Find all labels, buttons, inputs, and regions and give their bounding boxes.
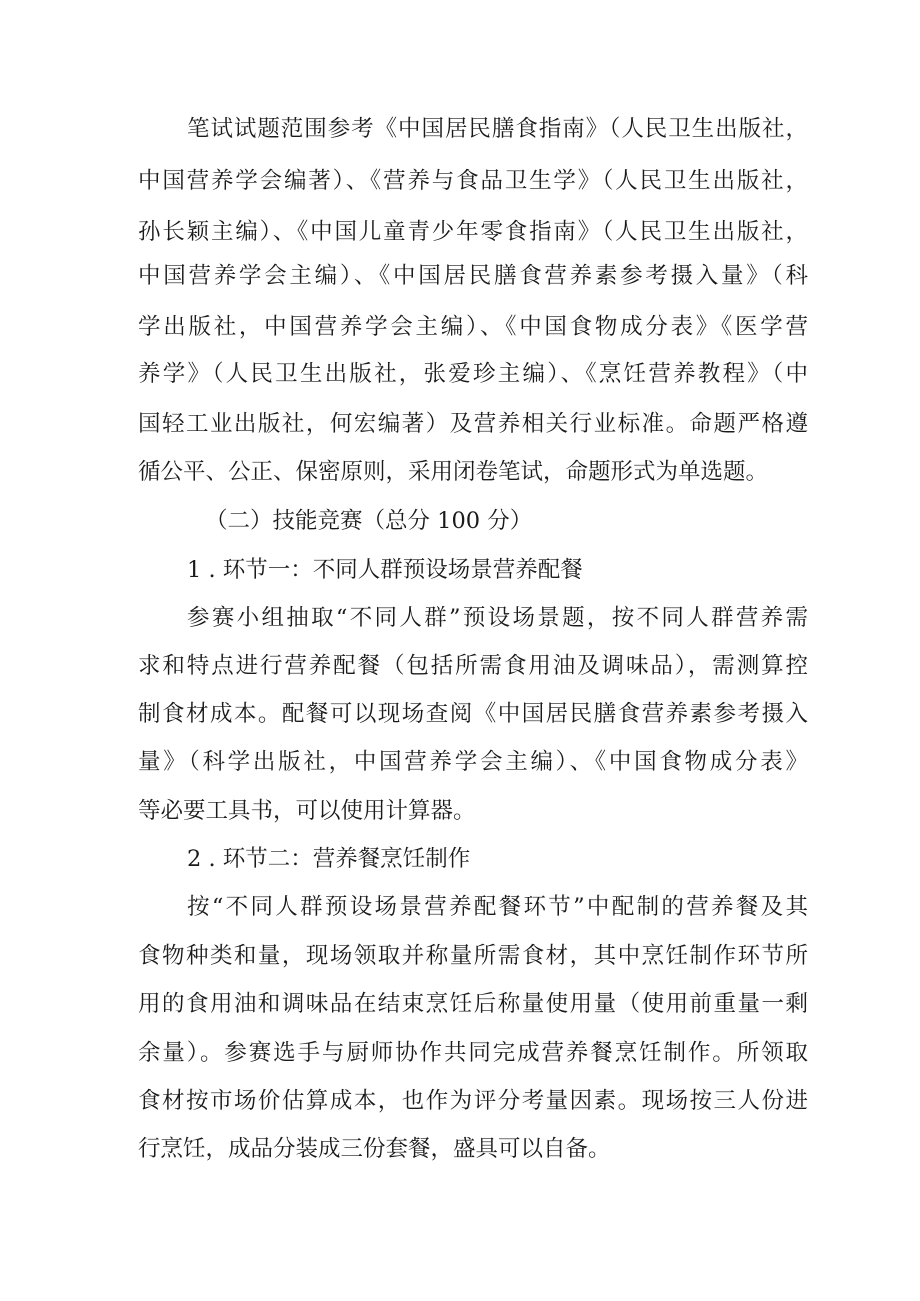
- paragraph-line: 行烹饪，成品分装成三份套餐，盛具可以自备。: [138, 1136, 611, 1162]
- paragraph-line: 学出版社，中国营养学会主编）、《中国食物成分表》《医学营: [138, 314, 808, 340]
- paragraph-line: 笔试试题范围参考《中国居民膳食指南》（人民卫生出版社，: [187, 116, 808, 142]
- paragraph-line: 中国营养学会编著）、《营养与食品卫生学》（人民卫生出版社，: [138, 168, 808, 194]
- paragraph-line: 用的食用油和调味品在结束烹饪后称量使用量（使用前重量一剩: [138, 991, 808, 1017]
- paragraph-line: 中国营养学会主编）、《中国居民膳食营养素参考摄入量》（科: [138, 263, 808, 289]
- paragraph-line: 制食材成本。配餐可以现场查阅《中国居民膳食营养素参考摄入: [138, 701, 808, 727]
- paragraph-line: 参赛小组抽取“不同人群”预设场景题，按不同人群营养需: [187, 605, 808, 631]
- paragraph-line: 余量）。参赛选手与厨师协作共同完成营养餐烹饪制作。所领取: [138, 1040, 808, 1066]
- section-heading: （二）技能竞赛（总分 100 分）: [205, 508, 533, 534]
- paragraph-line: 孙长颖主编）、《中国儿童青少年零食指南》（人民卫生出版社，: [138, 219, 808, 245]
- paragraph-line: 按“不同人群预设场景营养配餐环节”中配制的营养餐及其: [187, 894, 808, 920]
- paragraph-line: 食物种类和量，现场领取并称量所需食材，其中烹饪制作环节所: [138, 943, 808, 969]
- subsection-heading: 1 . 环节一：不同人群预设场景营养配餐: [187, 557, 583, 583]
- paragraph-line: 养学》（人民卫生出版社，张爱珍主编）、《烹饪营养教程》（中: [138, 361, 808, 387]
- paragraph-line: 量》（科学出版社，中国营养学会主编）、《中国食物成分表》: [138, 749, 808, 775]
- subsection-heading: 2 . 环节二：营养餐烹饪制作: [187, 846, 471, 872]
- paragraph-line: 食材按市场价估算成本，也作为评分考量因素。现场按三人份进: [138, 1088, 808, 1114]
- paragraph-line: 等必要工具书，可以使用计算器。: [138, 798, 476, 824]
- paragraph-line: 循公平、公正、保密原则，采用闭卷笔试，命题形式为单选题。: [138, 459, 769, 485]
- paragraph-line: 国轻工业出版社，何宏编著）及营养相关行业标准。命题严格遵: [138, 411, 808, 437]
- paragraph-line: 求和特点进行营养配餐（包括所需食用油及调味品），需测算控: [138, 653, 808, 679]
